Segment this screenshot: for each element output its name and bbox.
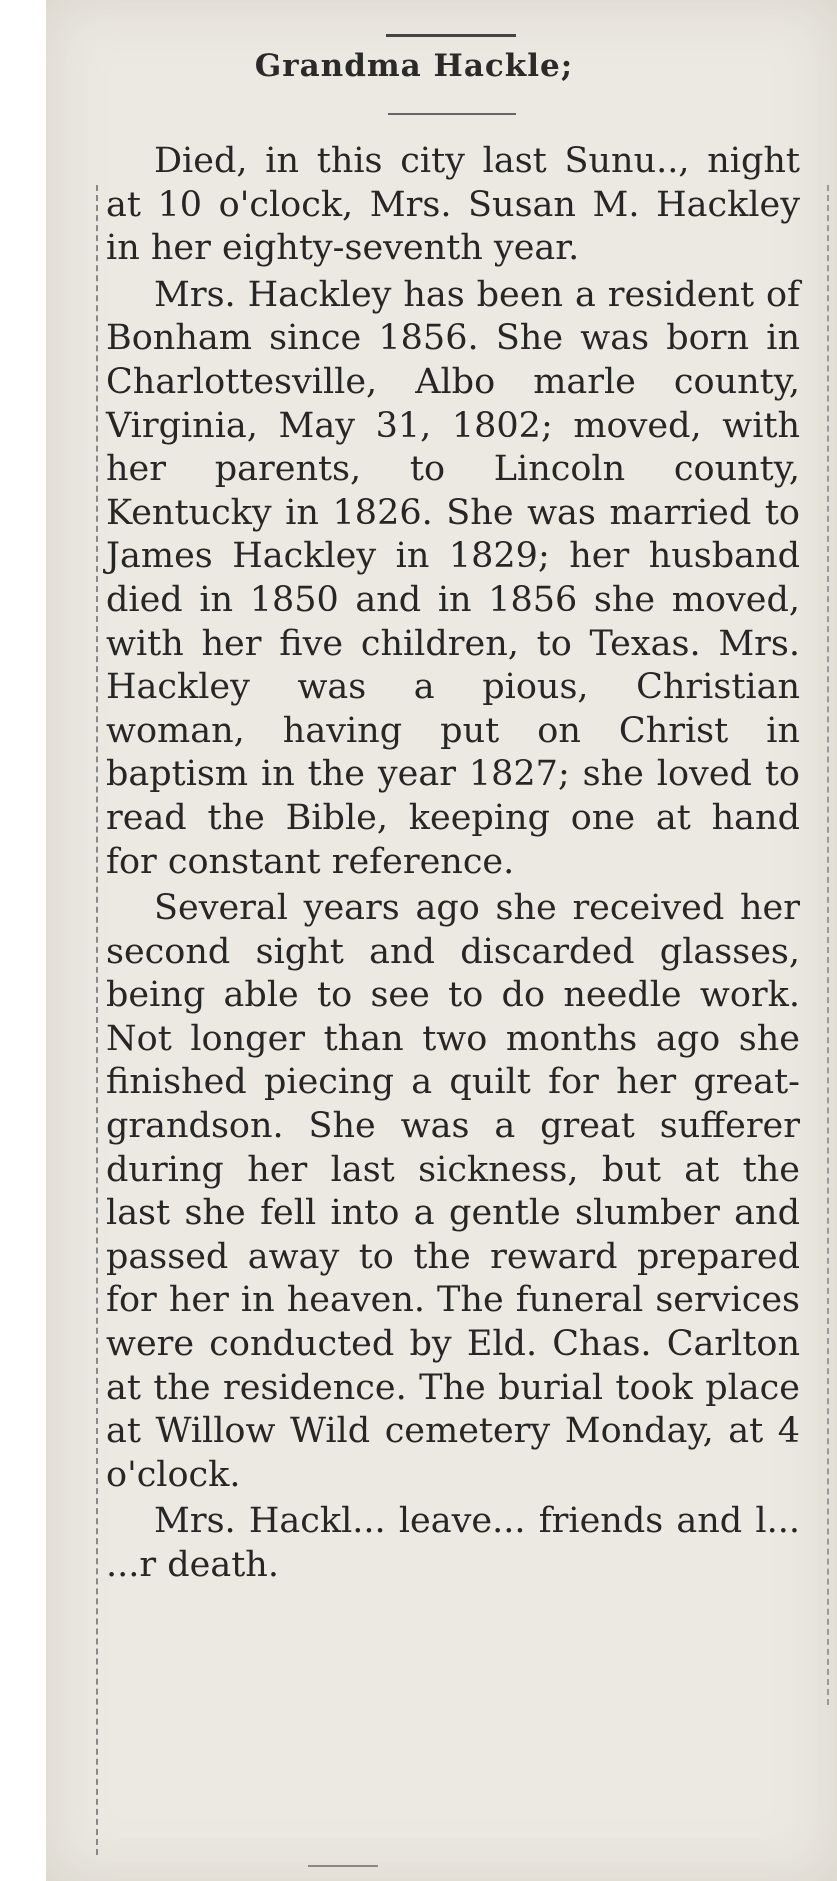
headline: Grandma Hackle;	[254, 48, 574, 84]
paragraph-1: Died, in this city last Sunu.., night at 10 o'clock, Mrs. Susan M. Hackley in her eighty-seventh year.	[106, 141, 800, 269]
paragraph-4: Mrs. Hackl... leave... friends and l... ...r death.	[106, 1501, 800, 1585]
top-rule	[386, 34, 516, 37]
left-column-rule	[96, 185, 98, 1855]
right-column-rule	[827, 185, 829, 1705]
bottom-rule	[308, 1865, 378, 1867]
headline-rule	[388, 113, 516, 115]
paragraph-3: Several years ago she received her second sight and discarded glasses, being able to see to do needle work. Not longer than two months ago she finished piecing a quilt for her great-grandson. She was a great sufferer during her last sickness, but at the last she fell into a gentle slumber and passed away to the reward prepared for her in heaven. The funeral services were conducted by Eld. Chas. Carlton at the residence. The burial took place at Willow Wild cemetery Monday, at 4 o'clock.	[106, 888, 800, 1495]
newspaper-clipping	[46, 0, 837, 1881]
obituary-text	[106, 140, 800, 1588]
paragraph-2: Mrs. Hackley has been a resident of Bonham since 1856. She was born in Charlottesville, Albo marle county, Virginia, May 31, 1802; moved, with her parents, to Lincoln county, Kentucky in 1826. She was married to James Hackley in 1829; her husband died in 1850 and in 1856 she moved, with her five children, to Texas. Mrs. Hackley was a pious, Christian woman, having put on Christ in baptism in the year 1827; she loved to read the Bible, keeping one at hand for constant reference.	[106, 274, 800, 882]
